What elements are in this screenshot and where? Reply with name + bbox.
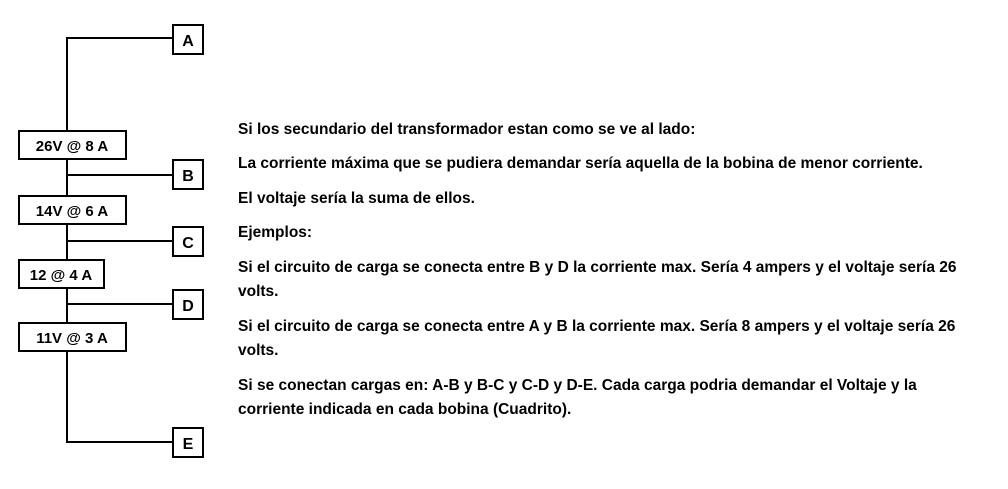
terminal-label: B xyxy=(182,168,194,185)
winding-14v xyxy=(19,196,126,224)
note-max-current: La corriente máxima que se pudiera demandar sería aquella de la bobina de menor corriente. xyxy=(238,155,923,172)
winding-26v xyxy=(19,131,126,159)
note-intro: Si los secundario del transformador estan como se ve al lado: xyxy=(238,121,696,138)
wire-d xyxy=(67,288,173,304)
winding-11v xyxy=(19,323,126,351)
terminal-b xyxy=(173,160,203,189)
wiring xyxy=(67,38,173,442)
winding-label: 11V @ 3 A xyxy=(36,330,108,347)
terminal-label: C xyxy=(182,235,194,252)
terminal-label: D xyxy=(182,298,194,315)
note-example-b-d: Si el circuito de carga se conecta entre B y D la corriente max. Sería 4 ampers y el voltaje sería 26 volts. xyxy=(238,259,957,300)
winding-label: 12 @ 4 A xyxy=(29,267,93,284)
wire-c xyxy=(67,224,173,241)
note-voltage-sum: El voltaje sería la suma de ellos. xyxy=(238,190,475,207)
terminal-a xyxy=(173,25,203,54)
terminal-d xyxy=(173,290,203,319)
winding-12 xyxy=(19,260,104,288)
wire-e xyxy=(67,351,173,442)
wire-a xyxy=(67,38,173,131)
terminal-e xyxy=(173,428,203,457)
terminal-c xyxy=(173,227,203,256)
wire-b xyxy=(67,159,173,175)
explanation-text xyxy=(238,118,978,422)
winding-label: 26V @ 8 A xyxy=(35,138,109,155)
note-multiple-loads: Si se conectan cargas en: A-B y B-C y C-D y D-E. Cada carga podria demandar el Voltaje y la corriente indicada en cada bobina (Cuadrito). xyxy=(238,377,917,418)
transformer-diagram xyxy=(0,0,230,489)
terminal-label: E xyxy=(182,436,194,453)
winding-label: 14V @ 6 A xyxy=(35,203,109,220)
note-examples-heading: Ejemplos: xyxy=(238,224,313,241)
note-example-a-b: Si el circuito de carga se conecta entre A y B la corriente max. Sería 8 ampers y el voltaje sería 26 volts. xyxy=(238,318,956,359)
terminal-label: A xyxy=(182,33,194,50)
